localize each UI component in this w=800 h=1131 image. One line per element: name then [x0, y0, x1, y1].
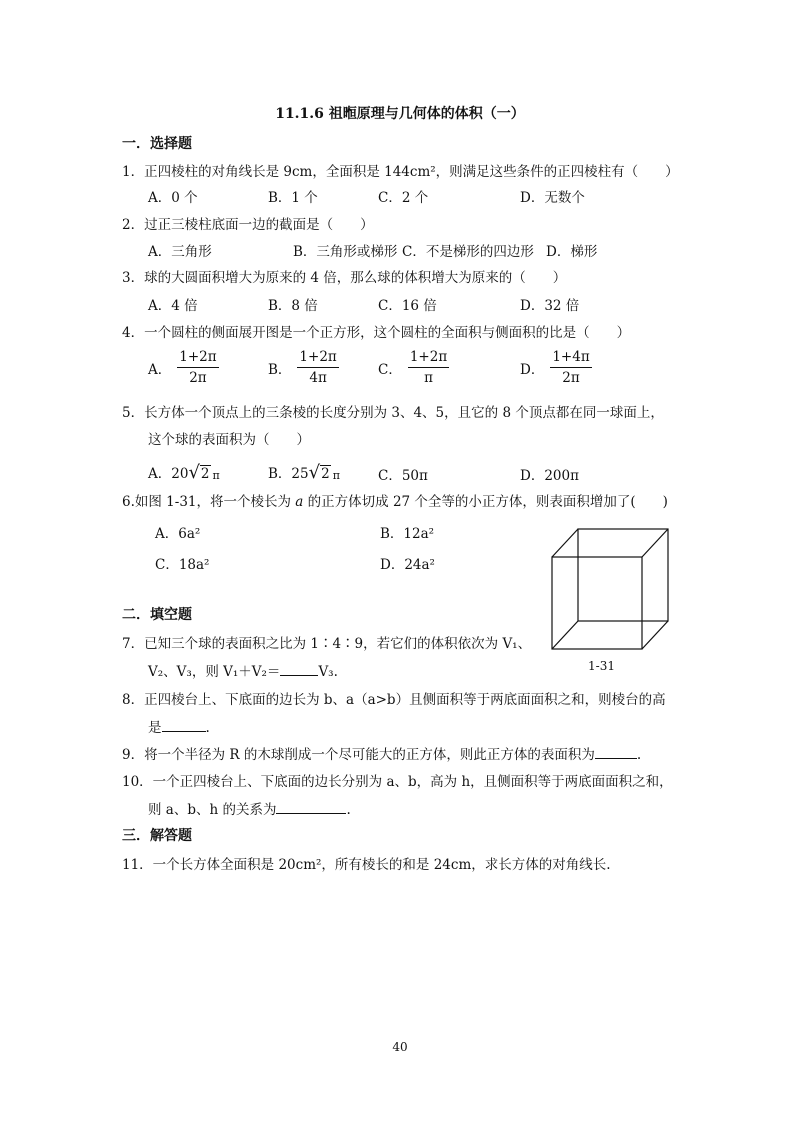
question-1-option-b: B．1 个 — [268, 190, 318, 206]
question-4-option-b — [268, 349, 339, 386]
radical-sign: √ — [188, 462, 200, 483]
variable-a: a — [295, 494, 304, 510]
question-4-stem: 4．一个圆柱的侧面展开图是一个正方形，这个圆柱的全面积与侧面积的比是（ ） — [122, 325, 631, 341]
cube-edge — [642, 621, 668, 649]
question-4-option-a — [148, 349, 219, 386]
question-6-stem — [122, 490, 668, 510]
cube-edge — [642, 529, 668, 557]
question-1-option-c: C．2 个 — [378, 190, 429, 206]
fraction — [408, 349, 449, 386]
question-2-option-d: D．梯形 — [546, 244, 598, 260]
question-1-option-d: D．无数个 — [520, 190, 585, 206]
question-7-line2 — [148, 660, 338, 680]
fraction-denominator: 4π — [309, 370, 327, 386]
square-root — [308, 462, 331, 483]
question-3-option-b: B．8 倍 — [268, 298, 318, 314]
option-label: D． — [520, 361, 545, 378]
fraction — [550, 349, 591, 386]
fraction-numerator: 1+2π — [297, 349, 338, 368]
question-7-line1: 7．已知三个球的表面积之比为 1∶4∶9，若它们的体积依次为 V₁、 — [122, 636, 532, 652]
cube-edge — [552, 621, 578, 649]
question-8-line2-post: . — [205, 720, 210, 736]
fraction-numerator: 1+2π — [408, 349, 449, 368]
section-heading-fill: 二．填空题 — [122, 607, 192, 623]
option-label: A．20 — [148, 466, 189, 482]
question-6-option-c: C．18a² — [155, 557, 210, 573]
answer-blank[interactable] — [162, 731, 206, 732]
pi-symbol: π — [332, 469, 340, 482]
question-5-stem-line2: 这个球的表面积为（ ） — [148, 432, 310, 448]
radicand: 2 — [200, 466, 210, 482]
question-10-line2-post: . — [346, 802, 351, 818]
fraction — [297, 349, 338, 386]
question-10-line2 — [148, 798, 351, 818]
fraction-denominator: 2π — [562, 370, 580, 386]
square-root — [188, 462, 210, 483]
question-2-option-c: C．不是梯形的四边形 — [402, 244, 534, 260]
question-2-option-b: B．三角形或梯形 — [293, 244, 398, 260]
fraction-numerator: 1+4π — [550, 349, 591, 368]
cube-figure — [550, 527, 670, 652]
question-8-line2 — [148, 716, 210, 736]
option-label: C． — [378, 361, 402, 378]
section-heading-choice: 一．选择题 — [122, 136, 192, 152]
radicand: 2 — [321, 466, 330, 482]
question-5-option-c: C．50π — [378, 468, 428, 484]
question-2-option-a: A．三角形 — [148, 244, 212, 260]
question-1-option-a: A．0 个 — [148, 190, 198, 206]
question-3-option-a: A．4 倍 — [148, 298, 198, 314]
question-5-option-d: D．200π — [520, 468, 579, 484]
question-6-option-b: B．12a² — [380, 526, 435, 542]
cube-edge — [552, 529, 578, 557]
option-label: B．25 — [268, 466, 309, 482]
figure-caption: 1-31 — [588, 659, 615, 673]
question-6-option-d: D．24a² — [380, 557, 435, 573]
question-7-line2-post: V₃. — [318, 664, 338, 680]
question-8-line1: 8．正四棱台上、下底面的边长为 b、a（a>b）且侧面积等于两底面面积之和，则棱台的高 — [122, 692, 666, 708]
answer-blank[interactable] — [280, 675, 318, 676]
question-11: 11．一个长方体全面积是 20cm²，所有棱长的和是 24cm，求长方体的对角线长. — [122, 857, 611, 873]
option-label: A． — [148, 361, 172, 378]
pi-symbol: π — [212, 469, 220, 482]
answer-blank[interactable] — [276, 813, 346, 814]
question-10-line2-pre: 则 a、b、h 的关系为 — [148, 802, 277, 818]
question-3-stem: 3．球的大圆面积增大为原来的 4 倍，那么球的体积增大为原来的（ ） — [122, 270, 567, 286]
question-4-option-d — [520, 349, 592, 386]
radical-sign: √ — [308, 462, 321, 483]
question-7-line2-pre: V₂、V₃，则 V₁＋V₂＝ — [148, 664, 281, 680]
question-9 — [122, 743, 641, 763]
fraction-denominator: 2π — [189, 370, 207, 386]
question-5-option-a — [148, 462, 220, 482]
cube-drawing — [550, 527, 670, 652]
question-6-stem-post: 的正方体切成 27 个全等的小正方体，则表面积增加了( ) — [303, 494, 668, 510]
question-5-option-b — [268, 462, 340, 482]
page-number: 40 — [392, 1040, 408, 1054]
answer-blank[interactable] — [595, 758, 637, 759]
fraction-denominator: π — [424, 370, 433, 386]
question-6-stem-pre: 6.如图 1-31，将一个棱长为 — [122, 494, 296, 510]
question-8-line2-pre: 是 — [148, 720, 162, 736]
question-2-stem: 2．过正三棱柱底面一边的截面是（ ） — [122, 217, 374, 233]
question-6-option-a: A．6a² — [155, 526, 201, 542]
fraction — [177, 349, 218, 386]
option-label: B． — [268, 361, 292, 378]
question-9-post: . — [636, 747, 642, 763]
section-heading-answer: 三．解答题 — [122, 828, 192, 844]
page-title: 11.1.6 祖暅原理与几何体的体积（一） — [275, 106, 525, 122]
question-10-line1: 10．一个正四棱台上、下底面的边长分别为 a、b，高为 h，且侧面积等于两底面面积之和， — [122, 774, 673, 790]
fraction-numerator: 1+2π — [177, 349, 218, 368]
question-3-option-d: D．32 倍 — [520, 298, 580, 314]
question-3-option-c: C．16 倍 — [378, 298, 437, 314]
question-1-stem: 1．正四棱柱的对角线长是 9cm，全面积是 144cm²，则满足这些条件的正四棱柱有（ ） — [122, 164, 679, 180]
question-5-stem-line1: 5．长方体一个顶点上的三条棱的长度分别为 3、4、5，且它的 8 个顶点都在同一球面上， — [122, 405, 664, 421]
question-9-pre: 9．将一个半径为 R 的木球削成一个尽可能大的正方体，则此正方体的表面积为 — [122, 747, 595, 763]
question-4-option-c — [378, 349, 449, 386]
